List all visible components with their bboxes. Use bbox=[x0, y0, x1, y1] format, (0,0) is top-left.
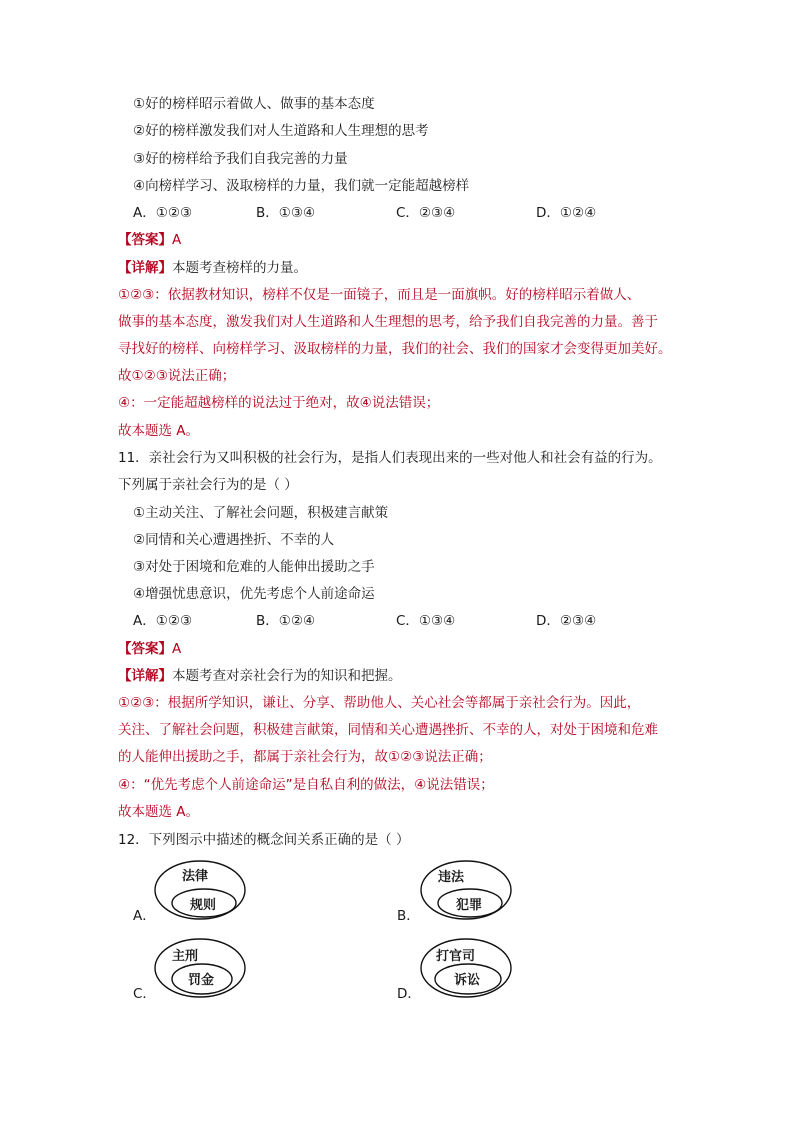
q12-option-a-label: A． bbox=[133, 908, 156, 924]
q10-analysis-line: 故①②③说法正确； bbox=[118, 368, 236, 384]
outer-concept-label: 法律 bbox=[182, 869, 209, 884]
q11-stem-line: 11．亲社会行为又叫积极的社会行为，是指人们表现出来的一些对他人和社会有益的行为。 bbox=[118, 450, 662, 466]
q11-option-d: D．②③④ bbox=[536, 613, 597, 629]
q11-item-3: ③对处于困境和危难的人能伸出援助之手 bbox=[133, 559, 375, 575]
q10-option-d: D．①②④ bbox=[536, 205, 597, 221]
q10-conclusion: 故本题选 A。 bbox=[118, 423, 200, 439]
q10-answer bbox=[118, 230, 181, 250]
q12-option-b-label: B． bbox=[397, 908, 420, 924]
q10-item-1: ①好的榜样昭示着做人、做事的基本态度 bbox=[133, 96, 375, 112]
outer-concept-label: 违法 bbox=[438, 870, 465, 885]
q10-analysis-line: ①②③：依据教材知识，榜样不仅是一面镜子，而且是一面旗帜。好的榜样昭示着做人、 bbox=[118, 287, 641, 303]
q11-analysis-line: ①②③：根据所学知识，谦让、分享、帮助他人、关心社会等都属于亲社会行为。因此， bbox=[118, 695, 641, 711]
inner-concept-label: 犯罪 bbox=[456, 898, 483, 913]
q12-diagram-a bbox=[152, 858, 250, 924]
q10-detail bbox=[118, 258, 307, 278]
q12-diagram-b bbox=[418, 858, 516, 924]
outer-concept-label: 主刑 bbox=[172, 949, 199, 964]
q12-option-c-label: C． bbox=[133, 986, 156, 1002]
inner-concept-label: 诉讼 bbox=[454, 973, 481, 988]
q10-option-b: B．①③④ bbox=[256, 205, 316, 221]
q10-analysis-line: ④：一定能超越榜样的说法过于绝对，故④说法错误； bbox=[118, 395, 440, 411]
q11-stem-line: 下列属于亲社会行为的是（ ） bbox=[118, 477, 298, 493]
q10-item-3: ③好的榜样给予我们自我完善的力量 bbox=[133, 151, 348, 167]
q10-item-2: ②好的榜样激发我们对人生道路和人生理想的思考 bbox=[133, 123, 429, 139]
detail-tag: 【详解】 bbox=[118, 668, 172, 684]
q11-option-a: A．①②③ bbox=[133, 613, 193, 629]
q10-item-4: ④向榜样学习、汲取榜样的力量，我们就一定能超越榜样 bbox=[133, 178, 470, 194]
q10-option-c: C．②③④ bbox=[396, 205, 456, 221]
q11-conclusion: 故本题选 A。 bbox=[118, 804, 200, 820]
answer-value: A bbox=[172, 232, 182, 248]
q11-analysis-line: 关注、了解社会问题，积极建言献策，同情和关心遭遇挫折、不幸的人，对处于困境和危难 bbox=[118, 722, 658, 738]
answer-tag: 【答案】 bbox=[118, 232, 172, 248]
answer-tag: 【答案】 bbox=[118, 641, 172, 657]
q11-item-1: ①主动关注、了解社会问题，积极建言献策 bbox=[133, 505, 389, 521]
q12-stem: 12．下列图示中描述的概念间关系正确的是（ ） bbox=[118, 832, 410, 848]
q11-answer bbox=[118, 639, 181, 659]
q11-analysis-line: ④：“优先考虑个人前途命运”是自私自利的做法，④说法错误； bbox=[118, 777, 494, 793]
detail-intro: 本题考查榜样的力量。 bbox=[172, 260, 307, 276]
q12-diagram-d bbox=[418, 936, 516, 1002]
q10-analysis-line: 寻找好的榜样、向榜样学习、汲取榜样的力量，我们的社会、我们的国家才会变得更加美好。 bbox=[118, 341, 672, 357]
inner-concept-label: 罚金 bbox=[188, 973, 215, 988]
inner-concept-label: 规则 bbox=[190, 898, 217, 913]
q10-analysis-line: 做事的基本态度，激发我们对人生道路和人生理想的思考，给予我们自我完善的力量。善于 bbox=[118, 314, 658, 330]
q12-diagram-c bbox=[152, 936, 250, 1002]
q11-item-4: ④增强忧患意识，优先考虑个人前途命运 bbox=[133, 586, 375, 602]
q11-detail bbox=[118, 666, 402, 686]
q11-analysis-line: 的人能伸出援助之手，都属于亲社会行为，故①②③说法正确； bbox=[118, 749, 492, 765]
outer-concept-label: 打官司 bbox=[436, 949, 476, 964]
answer-value: A bbox=[172, 641, 182, 657]
q11-option-b: B．①②④ bbox=[256, 613, 316, 629]
q11-item-2: ②同情和关心遭遇挫折、不幸的人 bbox=[133, 532, 335, 548]
q12-option-d-label: D． bbox=[397, 986, 421, 1002]
q11-option-c: C．①③④ bbox=[396, 613, 456, 629]
detail-intro: 本题考查对亲社会行为的知识和把握。 bbox=[172, 668, 402, 684]
detail-tag: 【详解】 bbox=[118, 260, 172, 276]
q10-option-a: A．①②③ bbox=[133, 205, 193, 221]
